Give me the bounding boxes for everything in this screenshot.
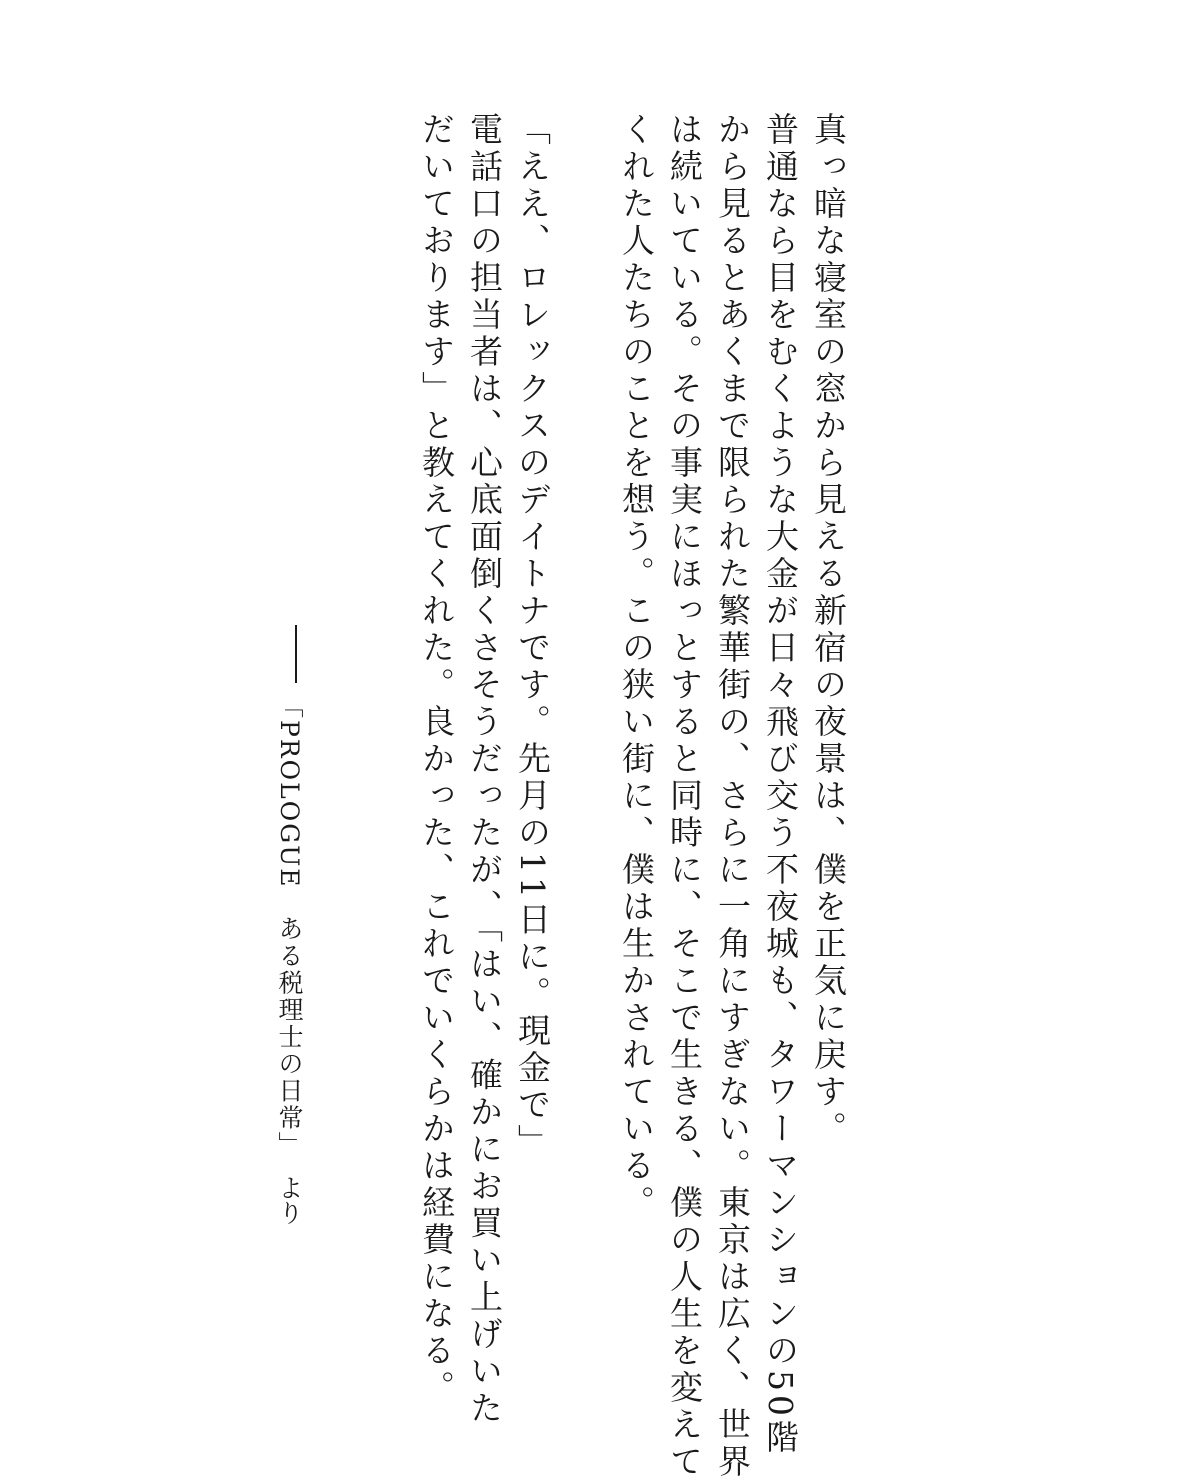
body-line: 電話口の担当者は、心底面倒くさそうだったが、「はい、確かにお買い上げいた bbox=[465, 112, 504, 1428]
body-line: は続いている。その事実にほっとすると同時に、そこで生きる、僕の人生を変えて bbox=[665, 112, 704, 1481]
source-suffix: より bbox=[275, 1174, 304, 1225]
body-line: から見るとあくまで限られた繁華街の、さらに一角にすぎない。東京は広く、世界 bbox=[713, 112, 752, 1481]
body-line: くれた人たちのことを想う。この狭い街に、僕は生かされている。 bbox=[617, 112, 656, 1222]
source-credit bbox=[266, 625, 312, 1225]
em-dash-rule bbox=[295, 625, 297, 683]
source-title: 「PROLOGUE ある税理士の日常」 bbox=[275, 693, 304, 1159]
body-line: 「ええ、ロレックスのデイトナです。先月の11日に。現金で」 bbox=[513, 112, 552, 1161]
body-line: だいております」と教えてくれた。良かった、これでいくらかは経費になる。 bbox=[417, 112, 456, 1407]
body-line: 真っ暗な寝室の窓から見える新宿の夜景は、僕を正気に戻す。 bbox=[809, 112, 848, 1148]
body-line: 普通なら目をむくような大金が日々飛び交う不夜城も、タワーマンションの50階 bbox=[761, 112, 800, 1457]
